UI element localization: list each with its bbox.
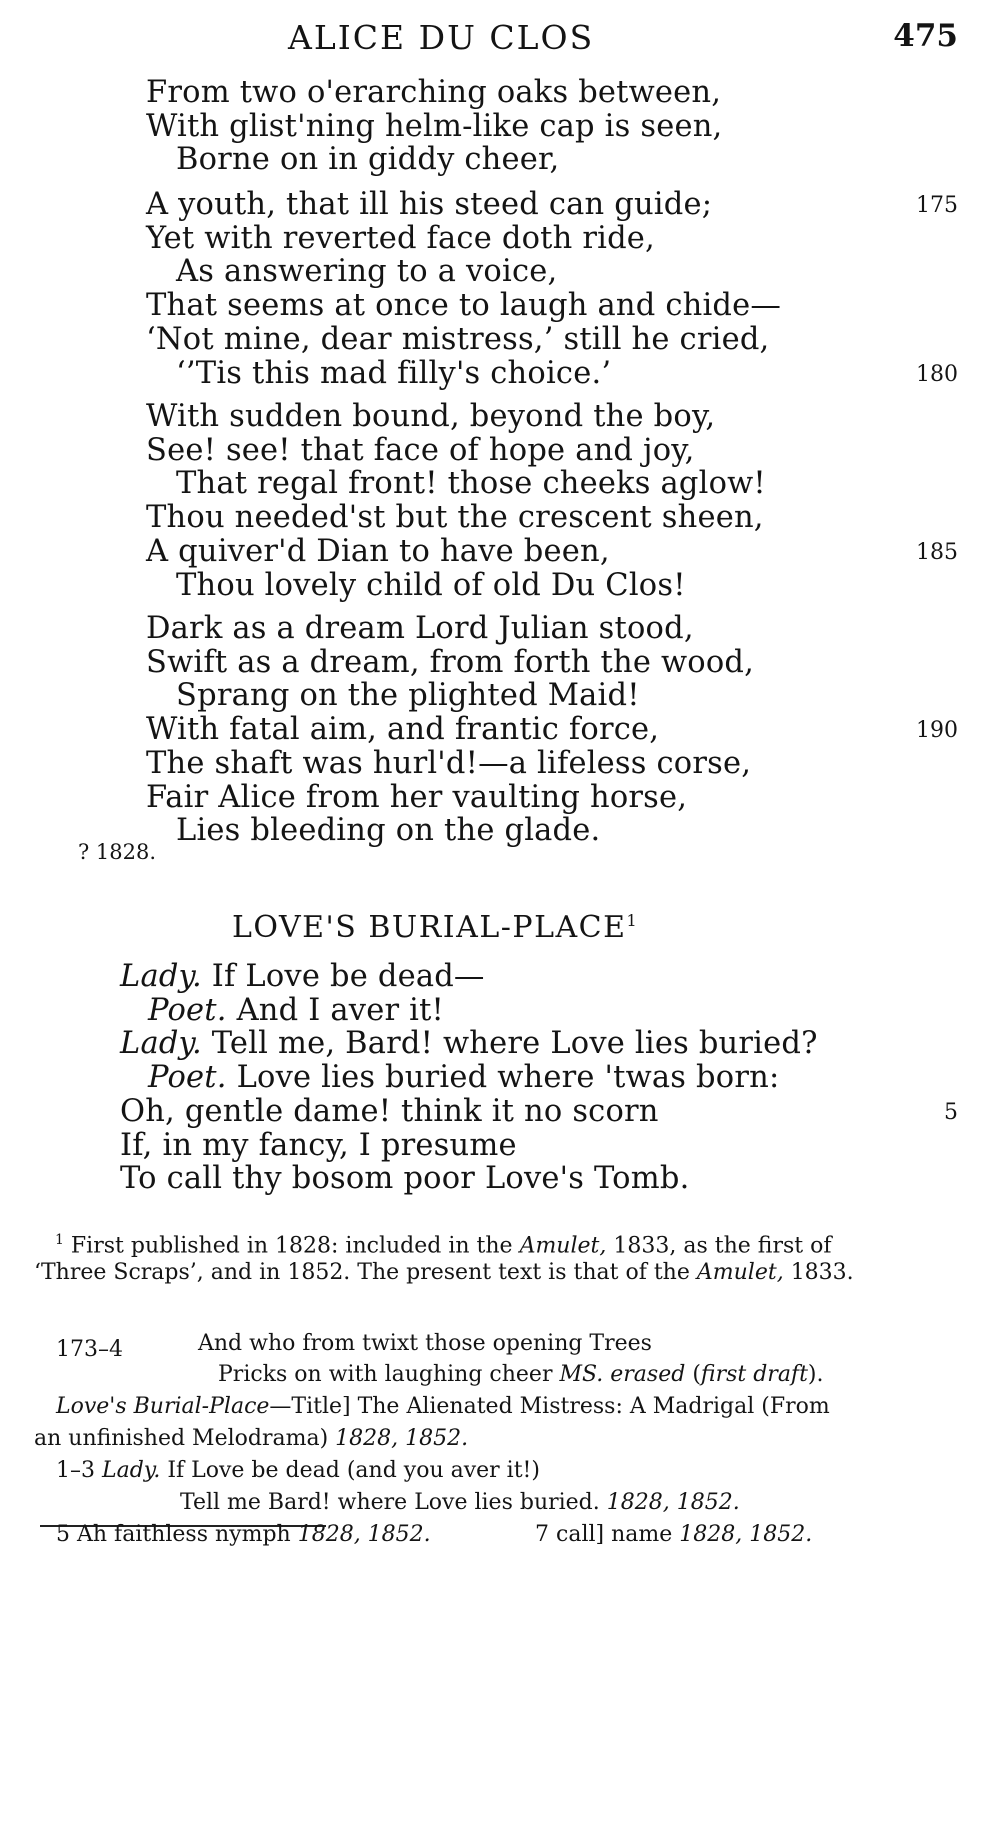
verse-line: Swift as a dream, from forth the wood, — [146, 644, 755, 680]
speaker-label: Lady. — [120, 1026, 202, 1062]
verse-line: ‘’Tis this mad filly's choice.’ — [176, 355, 612, 391]
verse-line: Sprang on the plighted Maid! — [176, 678, 640, 714]
poem-title: LOVE'S BURIAL-PLACE$^1$ — [232, 910, 639, 945]
verse-line: Borne on in giddy cheer, — [176, 142, 560, 178]
verse-line: Yet with reverted face doth ride, — [146, 220, 655, 256]
footnote-ref: 1 — [626, 911, 639, 930]
apparatus-ref: 173–4 — [56, 1337, 123, 1362]
footnote-line-1: $^1$ First published in 1828: included in the Amulet, 1833, as the first of — [55, 1232, 832, 1259]
verse-line: A quiver'd Dian to have been, — [146, 533, 610, 569]
verse-line: As answering to a voice, — [176, 254, 558, 290]
apparatus-line: 7 call] name 1828, 1852. — [535, 1522, 813, 1547]
apparatus-line: Tell me Bard! where Love lies buried. 1828, 1852. — [180, 1490, 740, 1515]
verse-line: Thou lovely child of old Du Clos! — [176, 567, 686, 603]
line-number: 175 — [916, 193, 958, 218]
line-number: 190 — [916, 718, 958, 744]
page-number: 475 — [893, 18, 958, 54]
speaker-label: Lady. — [120, 959, 202, 994]
apparatus-line: Pricks on with laughing cheer MS. erased (first draft). — [218, 1362, 824, 1387]
line-number: 5 — [944, 1099, 958, 1125]
verse-line: See! see! that face of hope and joy, — [146, 432, 695, 468]
verse-line: From two o'erarching oaks between, — [146, 75, 722, 110]
apparatus-line: 1–3 Lady. If Love be dead (and you aver it!) — [56, 1458, 540, 1483]
verse-text: If, in my fancy, I presume — [120, 1127, 517, 1163]
running-title: ALICE DU CLOS — [288, 18, 595, 57]
footnote-line-2: ‘Three Scraps’, and in 1852. The present text is that of the Amulet, 1833. — [34, 1260, 854, 1285]
verse-text: Tell me, Bard! where Love lies buried? — [211, 1026, 818, 1062]
verse-text: Love lies buried where 'twas born: — [236, 1060, 780, 1096]
apparatus-line: Love's Burial-Place—Title] The Alienated Mistress: A Madrigal (From — [56, 1394, 830, 1419]
apparatus-line: an unfinished Melodrama) 1828, 1852. — [34, 1426, 469, 1451]
verse-line: With glist'ning helm-like cap is seen, — [146, 108, 723, 144]
line-number: 185 — [916, 539, 958, 565]
verse-line: With fatal aim, and frantic force, — [146, 712, 660, 748]
verse-line: Lies bleeding on the glade. — [176, 813, 601, 849]
verse-line: A youth, that ill his steed can guide; — [146, 187, 713, 222]
verse-text: Oh, gentle dame! think it no scorn — [120, 1093, 659, 1129]
verse-line: Thou needed'st but the crescent sheen, — [146, 500, 764, 536]
verse-line: That seems at once to laugh and chide— — [146, 288, 782, 324]
verse-text: To call thy bosom poor Love's Tomb. — [120, 1161, 690, 1197]
verse-text: And I aver it! — [236, 992, 445, 1028]
verse-text: If Love be dead— — [211, 959, 485, 994]
line-number: 180 — [916, 361, 958, 387]
verse-line — [120, 1159, 689, 1198]
poem-date: ? 1828. — [78, 840, 157, 864]
apparatus-line: 5 Ah faithless nymph 1828, 1852. — [56, 1522, 431, 1547]
verse-line: With sudden bound, beyond the boy, — [146, 399, 716, 434]
verse-line: That regal front! those cheeks aglow! — [176, 466, 766, 502]
verse-line: The shaft was hurl'd!—a lifeless corse, — [146, 745, 752, 781]
speaker-label: Poet. — [148, 992, 227, 1028]
apparatus-line: And who from twixt those opening Trees — [198, 1331, 652, 1356]
speaker-label: Poet. — [148, 1060, 227, 1096]
verse-line: Fair Alice from her vaulting horse, — [146, 779, 688, 815]
verse-line: ‘Not mine, dear mistress,’ still he cried, — [146, 321, 770, 357]
verse-line: Dark as a dream Lord Julian stood, — [146, 611, 694, 646]
